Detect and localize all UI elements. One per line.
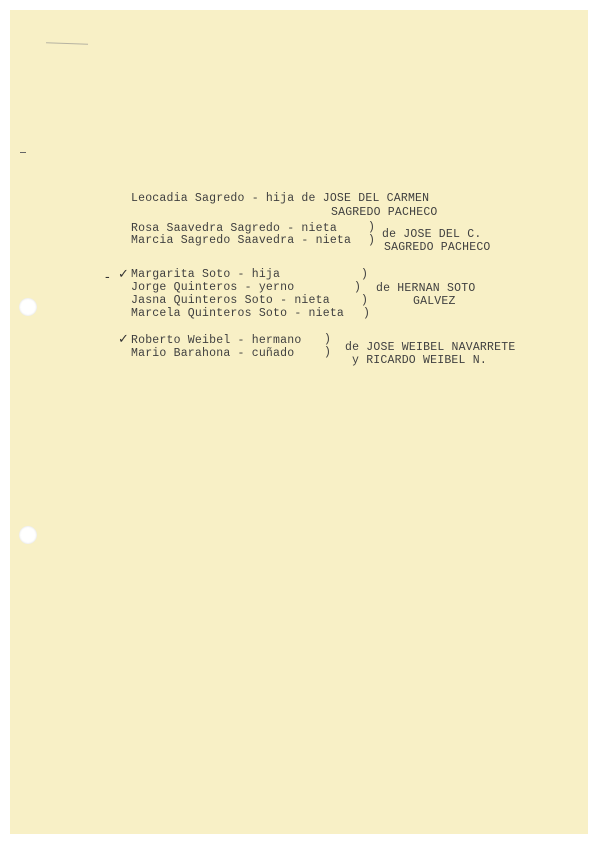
entry-line: Roberto Weibel - hermano <box>131 334 302 347</box>
margin-dash <box>20 152 26 153</box>
bracket: ) <box>363 307 371 320</box>
bracket: ) <box>354 281 362 294</box>
document-page <box>10 10 588 834</box>
entry-line: Leocadia Sagredo - hija de JOSE DEL CARMEN <box>131 192 430 205</box>
bracket: ) <box>361 268 369 281</box>
bracket: ) <box>324 346 332 359</box>
reference-line: GALVEZ <box>413 295 456 308</box>
bracket: ) <box>324 333 332 346</box>
reference-line: y RICARDO WEIBEL N. <box>352 354 487 367</box>
bracket: ) <box>361 294 369 307</box>
entry-line: Jorge Quinteros - yerno <box>131 281 295 294</box>
entry-line: Mario Barahona - cuñado <box>131 347 295 360</box>
bracket: ) <box>368 221 376 234</box>
punch-hole <box>19 526 37 544</box>
pencil-scribble <box>46 42 88 46</box>
reference-line: de JOSE WEIBEL NAVARRETE <box>345 341 516 354</box>
check-mark: ✓ <box>118 267 129 282</box>
entry-line: Marcia Sagredo Saavedra - nieta <box>131 234 352 247</box>
entry-line: Marcela Quinteros Soto - nieta <box>131 307 345 320</box>
margin-tick-mark: - <box>105 270 110 285</box>
entry-line: SAGREDO PACHECO <box>331 206 438 219</box>
entry-line: Rosa Saavedra Sagredo - nieta <box>131 222 337 235</box>
entry-line: Margarita Soto - hija <box>131 268 281 281</box>
entry-line: Jasna Quinteros Soto - nieta <box>131 294 330 307</box>
reference-line: de HERNAN SOTO <box>376 282 476 295</box>
reference-line: de JOSE DEL C. <box>382 228 482 241</box>
punch-hole <box>19 298 37 316</box>
reference-line: SAGREDO PACHECO <box>384 241 491 254</box>
bracket: ) <box>368 234 376 247</box>
check-mark: ✓ <box>118 332 129 347</box>
